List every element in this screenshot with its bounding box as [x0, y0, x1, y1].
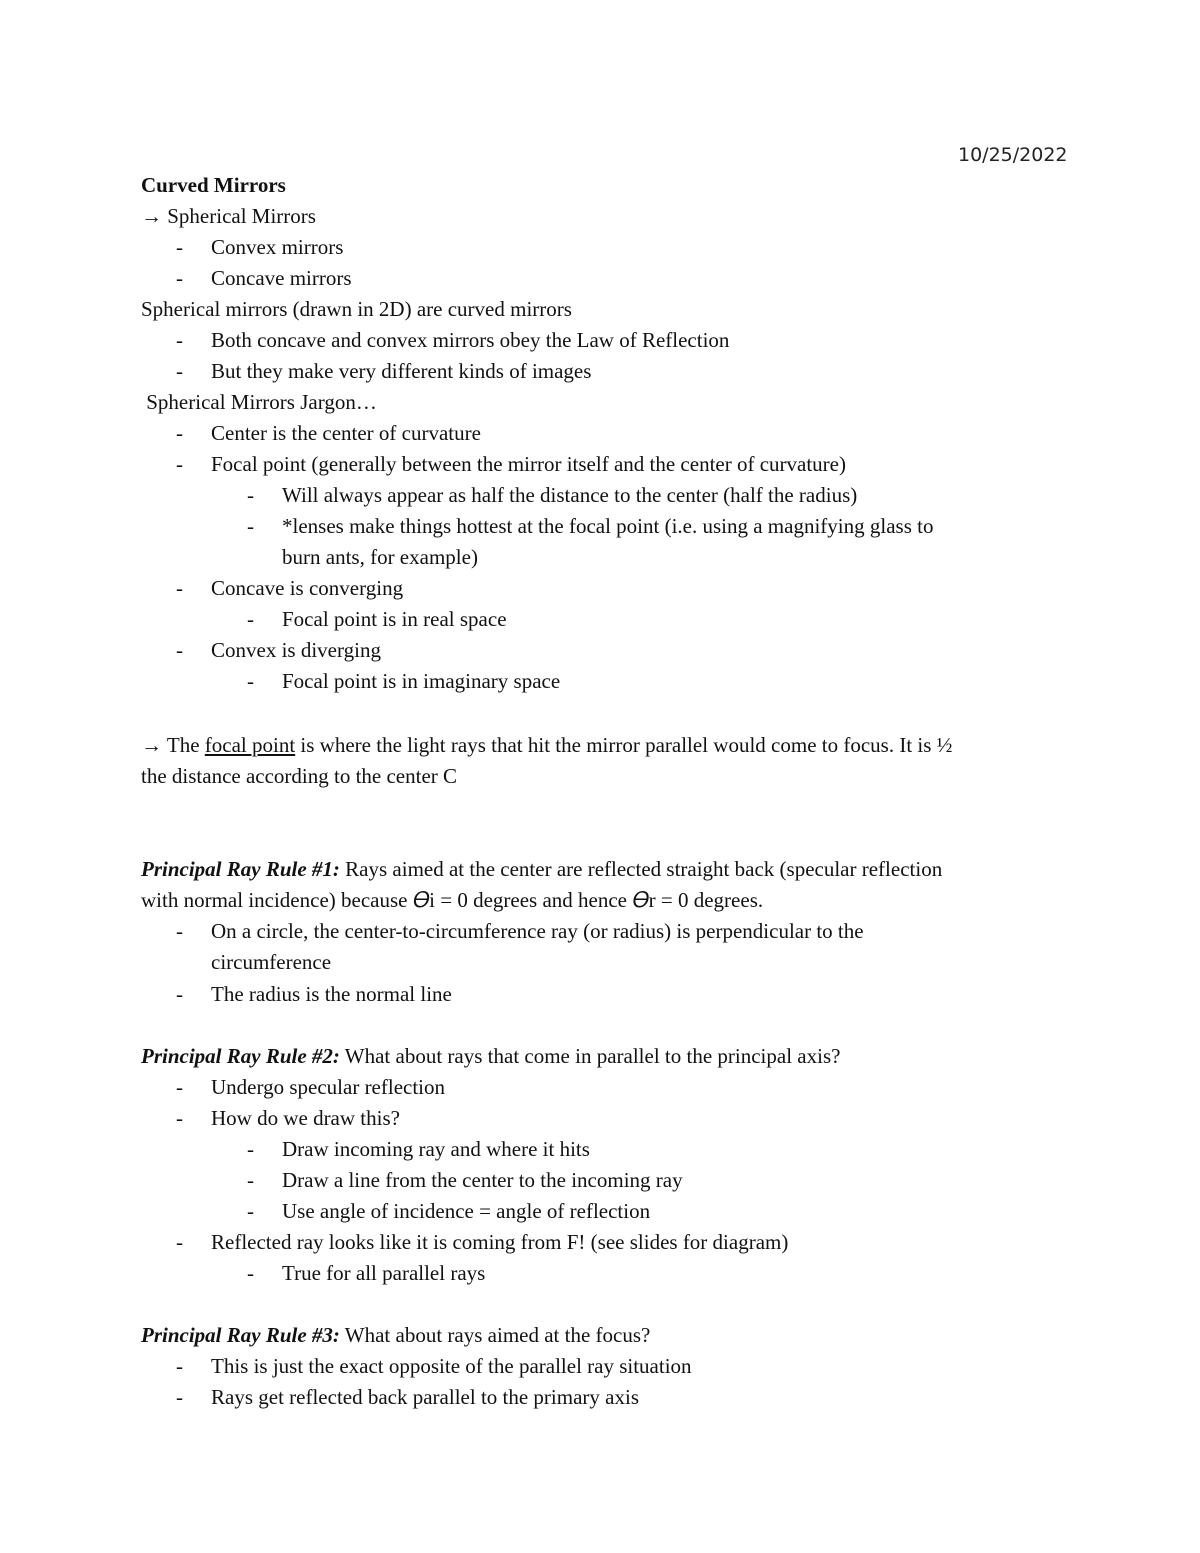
bullet: -	[176, 576, 183, 600]
jargon-heading: Spherical Mirrors Jargon…	[141, 390, 377, 414]
rule1-continuation: with normal incidence) because 𝛳i = 0 degrees and hence 𝛳r = 0 degrees.	[141, 888, 764, 912]
spherical-heading: Spherical mirrors (drawn in 2D) are curved mirrors	[141, 297, 572, 321]
bullet: -	[247, 1137, 254, 1161]
bullet: -	[176, 235, 183, 259]
rule1-heading: Principal Ray Rule #1: Rays aimed at the center are reflected straight back (specular reflection	[141, 857, 943, 881]
focal-point-term: focal point	[204, 733, 296, 757]
bullet: -	[247, 669, 254, 693]
rule3-heading: Principal Ray Rule #3: What about rays aimed at the focus?	[141, 1323, 651, 1347]
intro-arrow-line: → Spherical Mirrors	[141, 204, 316, 228]
list-item-continuation: circumference	[211, 950, 332, 974]
rule3-label: Principal Ray Rule #3:	[141, 1323, 340, 1347]
bullet: -	[247, 483, 254, 507]
bullet: -	[176, 919, 183, 943]
list-item-continuation: burn ants, for example)	[282, 545, 478, 569]
bullet: -	[176, 1385, 183, 1409]
bullet: -	[176, 359, 183, 383]
rule1-label: Principal Ray Rule #1:	[141, 857, 340, 881]
bullet: -	[176, 328, 183, 352]
focal-note-continuation: the distance according to the center C	[141, 764, 458, 788]
bullet: -	[247, 1261, 254, 1285]
bullet: -	[176, 1230, 183, 1254]
bullet: -	[247, 1168, 254, 1192]
rule2-label: Principal Ray Rule #2:	[141, 1044, 340, 1068]
bullet: -	[247, 607, 254, 631]
bullet: -	[176, 982, 183, 1006]
bullet: -	[247, 514, 254, 538]
bullet: -	[247, 1199, 254, 1223]
bullet: -	[176, 1075, 183, 1099]
focal-note: → The focal point is where the light rays that hit the mirror parallel would come to focus. It is ½	[141, 733, 953, 757]
bullet: -	[176, 266, 183, 290]
bullet: -	[176, 1106, 183, 1130]
page-title: Curved Mirrors	[141, 173, 286, 197]
bullet: -	[176, 421, 183, 445]
bullet: -	[176, 638, 183, 662]
rule2-heading: Principal Ray Rule #2: What about rays that come in parallel to the principal axis?	[141, 1044, 841, 1068]
bullet: -	[176, 452, 183, 476]
date-header: 10/25/2022	[958, 144, 1068, 166]
bullet: -	[176, 1354, 183, 1378]
